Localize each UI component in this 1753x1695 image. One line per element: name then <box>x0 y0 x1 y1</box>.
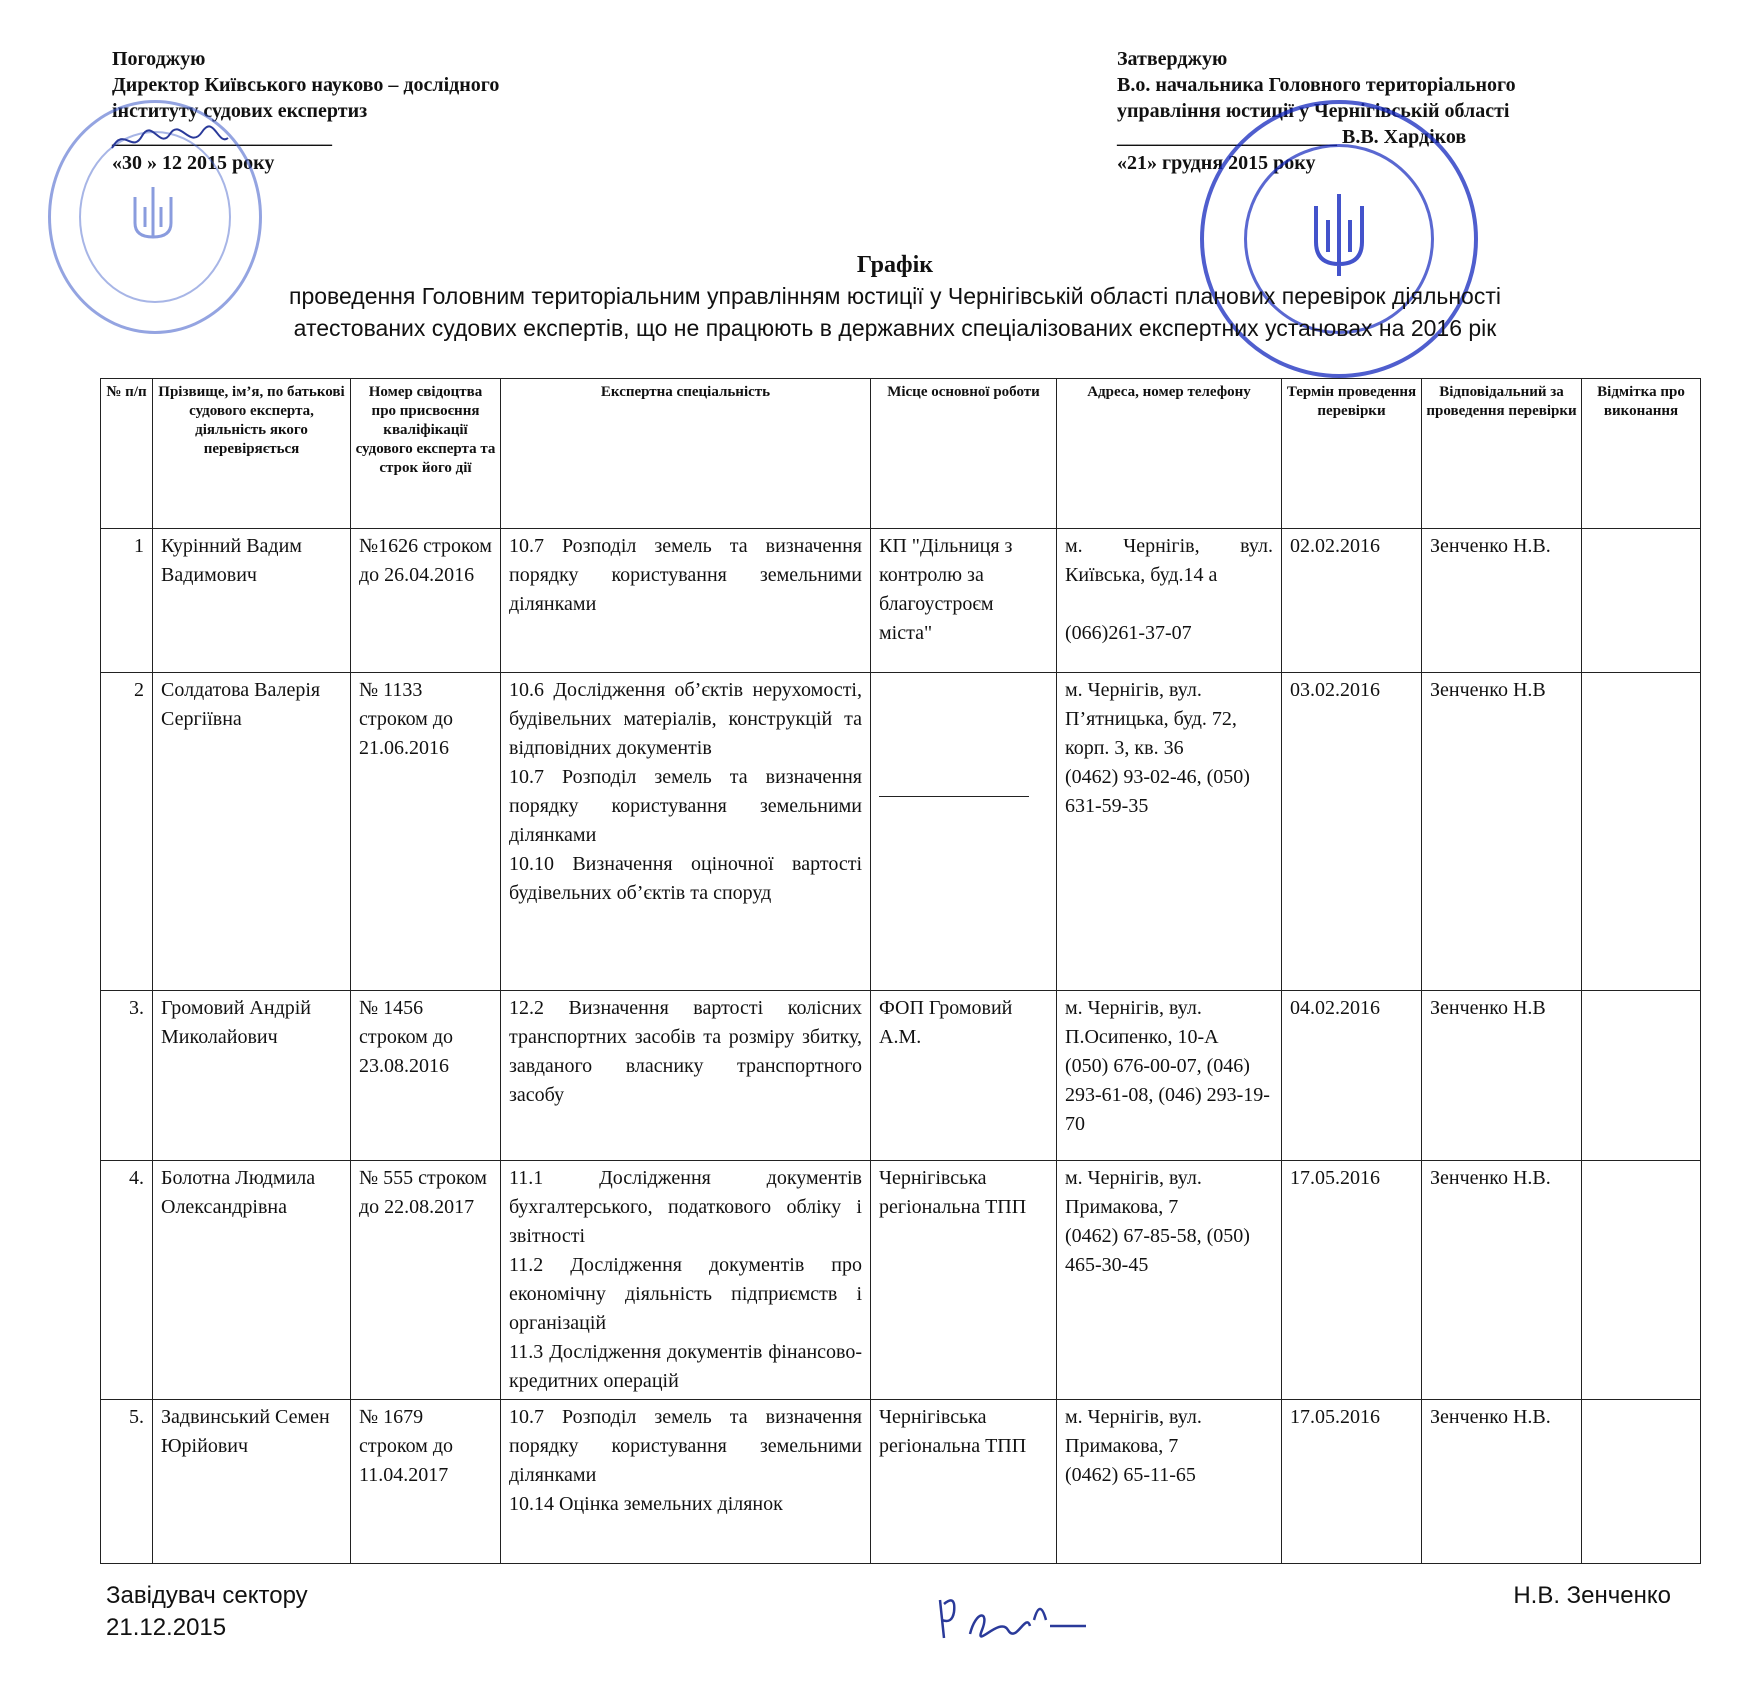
footer-position-block <box>106 1580 308 1644</box>
table-row <box>101 1161 1701 1400</box>
specialty-item: 11.1 Дослідження документів бухгалтерського, податкового обліку і звітності <box>509 1167 862 1247</box>
specialty-item: 12.2 Визначення вартості колісних транспортних засобів та розміру збитку, завданого власнику транспортного засобу <box>509 997 862 1106</box>
address: м. Чернігів, вул. Київська, буд.14 а <box>1065 535 1273 586</box>
inspection-date: 17.05.2016 <box>1282 1400 1422 1564</box>
col-header-number: № п/п <box>101 379 153 529</box>
completion-mark <box>1582 1400 1701 1564</box>
row-number: 4. <box>101 1161 153 1400</box>
director-signature <box>110 120 230 160</box>
address: м. Чернігів, вул. П.Осипенко, 10-А <box>1065 997 1219 1048</box>
certificate-info: № 1456 строком до 23.08.2016 <box>351 991 501 1161</box>
specialty-item: 10.10 Визначення оціночної вартості будівельних об’єктів та споруд <box>509 853 862 904</box>
expert-name: Болотна Людмила Олександрівна <box>153 1161 351 1400</box>
document-heading <box>170 250 1620 344</box>
inspector-name: Зенченко Н.В. <box>1422 529 1582 673</box>
workplace: Чернігівська регіональна ТПП <box>871 1400 1057 1564</box>
specialty-item: 10.7 Розподіл земель та визначення порядку користування земельними ділянками <box>509 766 862 846</box>
trident-icon <box>125 183 181 247</box>
approve-label: Затверджую <box>1117 48 1228 70</box>
footer-date: 21.12.2015 <box>106 1614 227 1641</box>
table-row <box>101 529 1701 673</box>
col-header-workplace: Місце основної роботи <box>871 379 1057 529</box>
certificate-info: № 1679 строком до 11.04.2017 <box>351 1400 501 1564</box>
approver-org: управління юстиції у Чернігівській області <box>1117 100 1510 122</box>
certificate-info: № 555 строком до 22.08.2017 <box>351 1161 501 1400</box>
table-row <box>101 1400 1701 1564</box>
col-header-mark: Відмітка про виконання <box>1582 379 1701 529</box>
address-cell <box>1057 1400 1282 1564</box>
col-header-certificate: Номер свідоцтва про присвоєння кваліфікації судового експерта та строк його дії <box>351 379 501 529</box>
row-number: 2 <box>101 673 153 991</box>
expert-name: Курінний Вадим Вадимович <box>153 529 351 673</box>
row-number: 3. <box>101 991 153 1161</box>
specialty-item: 10.14 Оцінка земельних ділянок <box>509 1493 783 1515</box>
page-subtitle-line2: атестованих судових експертів, що не працюють в державних спеціалізованих експертних установах на 2016 рік <box>293 315 1497 341</box>
phone: (050) 676-00-07, (046) 293-61-08, (046) 293-19-70 <box>1065 1055 1270 1135</box>
expert-name: Громовий Андрій Миколайович <box>153 991 351 1161</box>
workplace: КП "Дільниця з контролю за благоустроєм міста" <box>871 529 1057 673</box>
specialty-cell <box>501 529 871 673</box>
address: м. Чернігів, вул. Примакова, 7 <box>1065 1167 1202 1218</box>
phone: (0462) 65-11-65 <box>1065 1464 1196 1486</box>
address-cell <box>1057 673 1282 991</box>
approval-date: «30 » 12 2015 року <box>112 152 275 174</box>
approval-date: «21» грудня 2015 року <box>1117 152 1316 174</box>
specialty-item: 11.3 Дослідження документів фінансово-кредитних операцій <box>509 1341 862 1392</box>
address-cell <box>1057 1161 1282 1400</box>
col-header-name: Прізвище, ім’я, по батькові судового експерта, діяльність якого перевіряється <box>153 379 351 529</box>
table-row <box>101 991 1701 1161</box>
inspector-name: Зенченко Н.В. <box>1422 1161 1582 1400</box>
col-header-date: Термін проведення перевірки <box>1282 379 1422 529</box>
completion-mark <box>1582 991 1701 1161</box>
phone: (066)261-37-07 <box>1065 622 1192 644</box>
workplace: ФОП Громовий А.М. <box>871 991 1057 1161</box>
specialty-item: 11.2 Дослідження документів про економічну діяльність підприємств і організацій <box>509 1254 862 1334</box>
specialty-cell <box>501 1400 871 1564</box>
page-subtitle-line1: проведення Головним територіальним управлінням юстиції у Чернігівській області планових перевірок діяльності <box>288 283 1501 309</box>
inspection-date: 17.05.2016 <box>1282 1161 1422 1400</box>
specialty-cell <box>501 991 871 1161</box>
phone: (0462) 93-02-46, (050) 631-59-35 <box>1065 766 1250 817</box>
address-cell <box>1057 991 1282 1161</box>
row-number: 1 <box>101 529 153 673</box>
completion-mark <box>1582 1161 1701 1400</box>
specialty-item: 10.6 Дослідження об’єктів нерухомості, будівельних матеріалів, конструкцій та відповідних документів <box>509 679 862 759</box>
specialty-item: 10.7 Розподіл земель та визначення порядку користування земельними ділянками <box>509 1406 862 1486</box>
col-header-specialty: Експертна спеціальність <box>501 379 871 529</box>
row-number: 5. <box>101 1400 153 1564</box>
inspection-schedule-table <box>100 378 1701 1564</box>
approver-title: В.о. начальника Головного територіального <box>1117 74 1516 96</box>
inspection-date: 03.02.2016 <box>1282 673 1422 991</box>
table-row <box>101 673 1701 991</box>
table-header-row <box>101 379 1701 529</box>
completion-mark <box>1582 673 1701 991</box>
workplace-cell <box>871 673 1057 991</box>
col-header-inspector: Відповідальний за проведення перевірки <box>1422 379 1582 529</box>
signature-line: ______________________ В.В. Хардіков <box>1117 126 1467 148</box>
specialty-cell <box>501 1161 871 1400</box>
inspection-date: 02.02.2016 <box>1282 529 1422 673</box>
footer-signer: Н.В. Зенченко <box>1513 1582 1671 1609</box>
expert-name: Солдатова Валерія Сергіївна <box>153 673 351 991</box>
address: м. Чернігів, вул. П’ятницька, буд. 72, корп. 3, кв. 36 <box>1065 679 1237 759</box>
inspector-name: Зенченко Н.В. <box>1422 1400 1582 1564</box>
certificate-info: №1626 строком до 26.04.2016 <box>351 529 501 673</box>
workplace: Чернігівська регіональна ТПП <box>871 1161 1057 1400</box>
approver-title: Директор Київського науково – дослідного <box>112 74 500 96</box>
approve-label: Погоджую <box>112 48 206 70</box>
address-cell <box>1057 529 1282 673</box>
page-title: Графік <box>856 252 934 278</box>
approver-org: інституту судових експертиз <box>112 100 368 122</box>
specialty-cell <box>501 673 871 991</box>
inspector-name: Зенченко Н.В <box>1422 991 1582 1161</box>
author-signature <box>930 1590 1090 1650</box>
completion-mark <box>1582 529 1701 673</box>
inspection-date: 04.02.2016 <box>1282 991 1422 1161</box>
footer-position: Завідувач сектору <box>106 1582 308 1609</box>
signature-line: ______________________ <box>112 126 332 148</box>
expert-name: Задвинський Семен Юрійович <box>153 1400 351 1564</box>
inspector-name: Зенченко Н.В <box>1422 673 1582 991</box>
phone: (0462) 67-85-58, (050) 465-30-45 <box>1065 1225 1250 1276</box>
col-header-address: Адреса, номер телефону <box>1057 379 1282 529</box>
certificate-info: № 1133 строком до 21.06.2016 <box>351 673 501 991</box>
specialty-item: 10.7 Розподіл земель та визначення порядку користування земельними ділянками <box>509 535 862 615</box>
address: м. Чернігів, вул. Примакова, 7 <box>1065 1406 1202 1457</box>
blank-workplace-line <box>879 796 1029 797</box>
